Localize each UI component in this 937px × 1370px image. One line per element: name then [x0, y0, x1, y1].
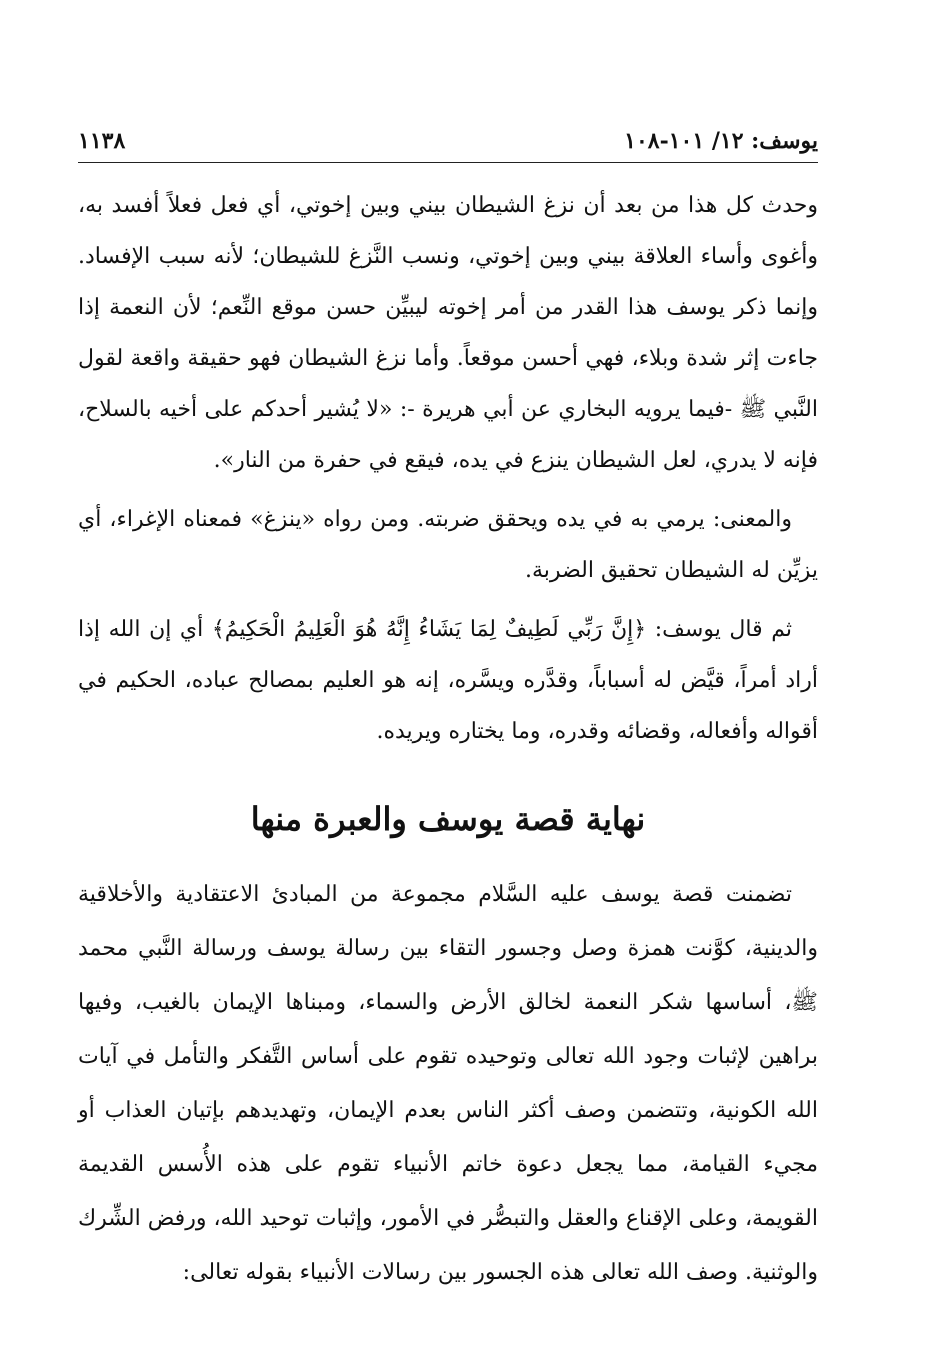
section-heading: نهاية قصة يوسف والعبرة منها — [250, 800, 646, 838]
chapter-reference: يوسف: ١٢/ ١٠١-١٠٨ — [624, 128, 818, 154]
paragraph-nazgh: وحدث كل هذا من بعد أن نزغ الشيطان بيني وبين إخوتي، أي فعل فعلاً أفسد به، وأغوى وأساء العلاقة بيني وبين إخوتي، ونسب النَّزغ للشيطان؛ لأنه سبب الإفساد. وإنما ذكر يوسف هذا القدر من أمر إخوته ليبيِّن حسن موقع النِّعم؛ لأن النعمة إذا جاءت إثر شدة وبلاء، فهي أحسن موقعاً. وأما نزغ الشيطان فهو حقيقة واقعة لقول النَّبي ﷺ -فيما يرويه البخاري عن أبي هريرة -: «لا يُشير أحدكم على أخيه بالسلاح، فإنه لا يدري، لعل الشيطان ينزع في يده، فيقع في حفرة من النار». — [78, 193, 818, 473]
commentary-text — [78, 180, 818, 757]
header-divider — [78, 162, 818, 163]
running-header — [78, 120, 818, 160]
paragraph-lessons: تضمنت قصة يوسف عليه السَّلام مجموعة من المبادئ الاعتقادية والأخلاقية والدينية، كوَّنت همزة وصل وجسور التقاء بين رسالة يوسف ورسالة النَّبي محمد ﷺ، أساسها شكر النعمة لخالق الأرض والسماء، ومبناها الإيمان بالغيب، وفيها براهين لإثبات وجود الله تعالى وتوحيده تقوم على أساس التَّفكر والتأمل في آيات الله الكونية، وتتضمن وصف أكثر الناس بعدم الإيمان، وتهديدهم بإتيان العذاب أو مجيء القيامة، مما يجعل دعوة خاتم الأنبياء تقوم على هذه الأُسس القديمة القويمة، وعلى الإقناع والعقل والتبصُّر في الأمور، وإثبات توحيد الله، ورفض الشِّرك والوثنية. وصف الله تعالى هذه الجسور بين رسالات الأنبياء بقوله تعالى: — [78, 882, 818, 1285]
paragraph-meaning: والمعنى: يرمي به في يده ويحقق ضربته. ومن رواه «ينزغ» فمعناه الإغراء، أي يزيِّن له الشيطان تحقيق الضربة. — [78, 507, 818, 583]
page-number: ١١٣٨ — [78, 128, 126, 154]
section-text — [78, 868, 818, 1300]
paragraph-latif: ثم قال يوسف: ﴿إِنَّ رَبِّي لَطِيفٌ لِمَا يَشَاءُ إِنَّهُ هُوَ الْعَلِيمُ الْحَكِيمُ﴾ أي إن الله إذا أراد أمراً، قيَّض له أسباباً، وقدَّره ويسَّره، إنه هو العليم بمصالح عباده، الحكيم في أقواله وأفعاله، وقضائه وقدره، وما يختاره ويريده. — [78, 617, 818, 744]
